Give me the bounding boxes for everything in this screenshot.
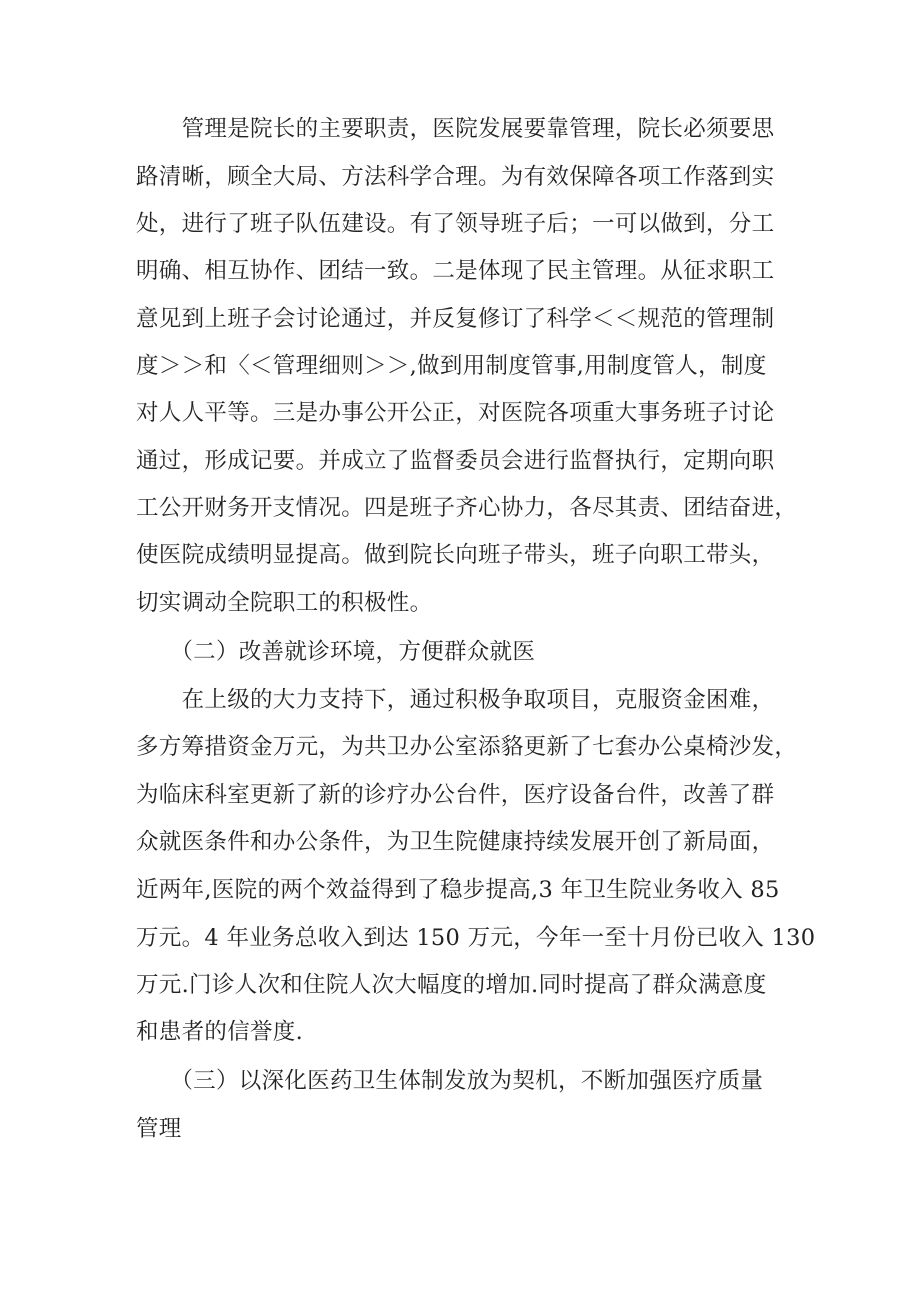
text-line: 明确、相互协作、团结一致。二是体现了民主管理。从征求职工 — [136, 258, 775, 284]
text-line: 工公开财务开支情况。四是班子齐心协力，各尽其责、团结奋进， — [136, 495, 798, 521]
text-line: 意见到上班子会讨论通过，并反复修订了科学＜＜规范的管理制 — [136, 306, 775, 332]
text-line: 管理是院长的主要职责，医院发展要靠管理，院长必须要思 — [136, 116, 775, 142]
text-line: 近两年,医院的两个效益得到了稳步提高,3 年卫生院业务收入 85 — [136, 877, 780, 903]
text-line: 处，进行了班子队伍建设。有了领导班子后；一可以做到，分工 — [136, 211, 775, 237]
text-line: 对人人平等。三是办事公开公正，对医院各项重大事务班子讨论 — [136, 400, 775, 426]
section-heading: （三）以深化医药卫生体制发放为契机，不断加强医疗质量 — [136, 1068, 764, 1094]
text-line: 度＞＞和〈＜管理细则＞＞,做到用制度管事,用制度管人，制度 — [136, 353, 767, 379]
text-line: 在上级的大力支持下，通过积极争取项目，克服资金困难， — [136, 687, 775, 713]
text-line: 多方筹措资金万元，为共卫办公室添貉更新了七套办公桌椅沙发， — [136, 734, 798, 760]
section-heading: （二）改善就诊环境，方便群众就医 — [136, 639, 536, 665]
text-line: 通过，形成记要。并成立了监督委员会进行监督执行，定期向职 — [136, 448, 775, 474]
text-line: 路清晰，顾全大局、方法科学合理。为有效保障各项工作落到实 — [136, 164, 775, 190]
text-line: 切实调动全院职工的积极性。 — [136, 590, 433, 616]
text-line: 万元.门诊人次和住院人次大幅度的增加.同时提高了群众满意度 — [136, 972, 767, 998]
text-line: 使医院成绩明显提高。做到院长向班子带头，班子向职工带头， — [136, 542, 775, 568]
text-line: 和患者的信誉度. — [136, 1019, 304, 1045]
text-line: 为临床科室更新了新的诊疗办公台件，医疗设备台件，改善了群 — [136, 782, 775, 808]
text-line: 管理 — [136, 1116, 182, 1142]
text-line: 众就医条件和办公条件，为卫生院健康持续发展开创了新局面， — [136, 829, 775, 855]
text-line: 万元。4 年业务总收入到达 150 万元，今年一至十月份已收入 130 — [136, 925, 816, 951]
